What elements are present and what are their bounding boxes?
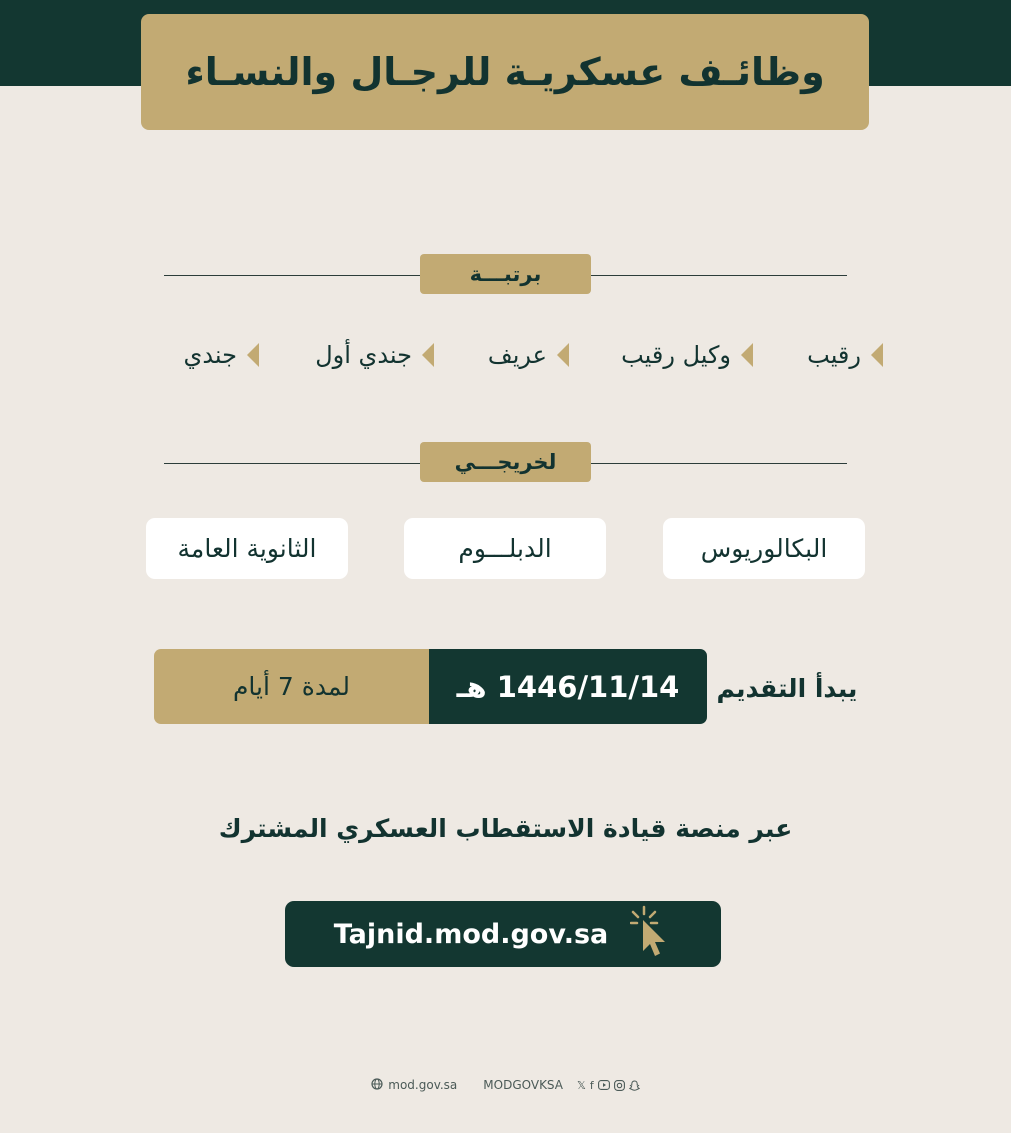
url-label: Tajnid.mod.gov.sa bbox=[333, 918, 609, 950]
arrow-left-icon bbox=[557, 343, 569, 367]
footer-website[interactable] bbox=[371, 1078, 457, 1093]
page-title: وظائـف عسكريـة للرجـال والنسـاء bbox=[141, 14, 869, 130]
rank-section-label: برتبـــة bbox=[420, 254, 591, 294]
facebook-icon[interactable]: f bbox=[589, 1078, 594, 1092]
youtube-icon[interactable] bbox=[598, 1080, 610, 1090]
cursor-click-icon bbox=[630, 905, 672, 964]
application-start-label: يبدأ التقديم bbox=[716, 673, 858, 703]
instagram-icon[interactable] bbox=[614, 1080, 625, 1091]
rank-item-arif bbox=[488, 338, 569, 372]
degree-card-secondary: الثانوية العامة bbox=[146, 518, 348, 579]
rank-label: جندي bbox=[183, 341, 237, 369]
rank-label: وكيل رقيب bbox=[621, 341, 731, 369]
rank-label: عريف bbox=[487, 341, 547, 369]
degree-card-bachelor: البكالوريوس bbox=[663, 518, 865, 579]
arrow-left-icon bbox=[741, 343, 753, 367]
globe-icon bbox=[371, 1078, 383, 1093]
arrow-left-icon bbox=[247, 343, 259, 367]
rank-item-jundi-awwal bbox=[315, 338, 434, 372]
rank-item-raqib bbox=[807, 338, 883, 372]
website-text: mod.gov.sa bbox=[388, 1078, 458, 1092]
rank-label: جندي أول bbox=[315, 341, 412, 369]
x-icon[interactable]: 𝕏 bbox=[576, 1078, 586, 1092]
footer-social bbox=[483, 1078, 639, 1092]
footer bbox=[0, 1073, 1011, 1097]
tajnid-link-button[interactable] bbox=[285, 901, 721, 967]
rank-label: رقيب bbox=[807, 341, 861, 369]
application-duration: لمدة 7 أيام bbox=[154, 649, 429, 724]
rank-item-jundi bbox=[184, 338, 259, 372]
platform-text: عبر منصة قيادة الاستقطاب العسكري المشترك bbox=[218, 813, 793, 843]
graduates-section-label: لخريجـــي bbox=[420, 442, 591, 482]
degree-card-diploma: الدبلـــوم bbox=[404, 518, 606, 579]
arrow-left-icon bbox=[871, 343, 883, 367]
rank-item-wakil-raqib bbox=[621, 338, 753, 372]
application-date bbox=[429, 649, 707, 724]
snapchat-icon[interactable] bbox=[629, 1080, 640, 1091]
arrow-left-icon bbox=[422, 343, 434, 367]
handle-text: MODGOVKSA bbox=[483, 1078, 563, 1092]
date-text: 1446/11/14 هـ bbox=[456, 669, 680, 704]
